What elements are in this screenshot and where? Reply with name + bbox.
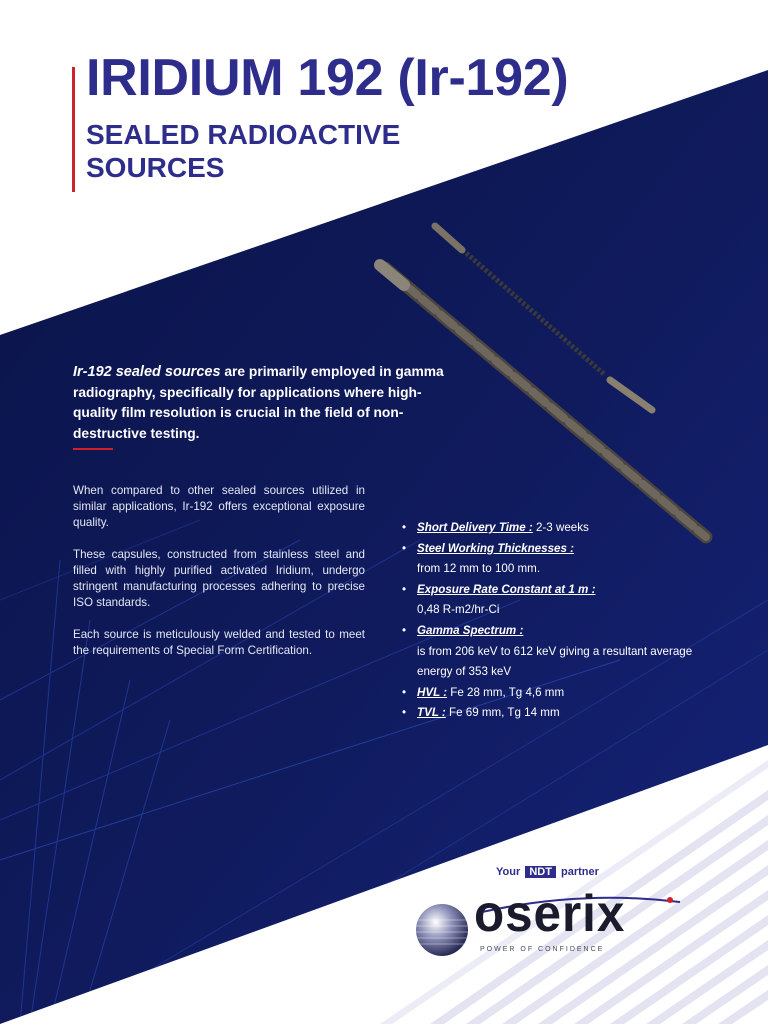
intro-emphasis: Ir-192 sealed sources: [73, 364, 221, 380]
description-paragraph: When compared to other sealed sources utilized in similar applications, Ir-192 offers exceptional exposure quality.: [73, 484, 365, 529]
spec-key: Gamma Spectrum :: [417, 623, 524, 637]
spec-key: TVL :: [417, 706, 446, 720]
spec-item: [400, 703, 700, 724]
spec-item: [400, 621, 700, 683]
description-paragraph: Each source is meticulously welded and tested to meet the requirements of Special Form Certification.: [73, 628, 365, 657]
spec-item: [400, 539, 700, 580]
spec-key: Steel Working Thicknesses :: [417, 541, 574, 555]
tagline-word: partner: [560, 866, 599, 878]
spec-key: HVL :: [417, 685, 448, 699]
tagline-word: Your: [496, 866, 521, 878]
intro-paragraph: [73, 362, 448, 444]
title-accent-bar: [72, 67, 75, 192]
company-logo: [412, 862, 682, 962]
spec-value: 2-3 weeks: [532, 521, 589, 534]
spec-detail: from 12 mm to 100 mm.: [417, 562, 541, 576]
intro-text: are primarily employed in gamma radiography, specifically for applications where high-quality film resolution is crucial in the field of non-destructive testing.: [73, 364, 444, 441]
description-paragraph: These capsules, constructed from stainless steel and filled with highly purified activated Iridium, undergo stringent manufacturing processes adhering to precise ISO standards.: [73, 548, 365, 609]
spec-item: [400, 518, 700, 539]
logo-wordmark: oserix: [474, 885, 626, 943]
spec-detail: 0,48 R-m2/hr-Ci: [417, 603, 500, 617]
spec-item: [400, 580, 700, 621]
ndt-badge: NDT: [525, 866, 556, 878]
page-title: IRIDIUM 192 (Ir-192): [86, 49, 569, 107]
intro-divider: [73, 448, 113, 450]
spec-value: Fe 69 mm, Tg 14 mm: [445, 706, 560, 720]
spec-detail: is from 206 keV to 612 keV giving a resultant average energy of 353 keV: [417, 644, 693, 679]
logo-motto: POWER OF CONFIDENCE: [480, 946, 605, 953]
page-subtitle: SEALED RADIOACTIVE SOURCES: [86, 119, 401, 183]
spec-key: Exposure Rate Constant at 1 m :: [417, 582, 596, 596]
spec-list: [400, 518, 700, 724]
description-text: [73, 483, 365, 675]
spec-item: [400, 683, 700, 704]
spec-key: Short Delivery Time :: [417, 521, 533, 534]
spec-value: Fe 28 mm, Tg 4,6 mm: [447, 685, 565, 699]
